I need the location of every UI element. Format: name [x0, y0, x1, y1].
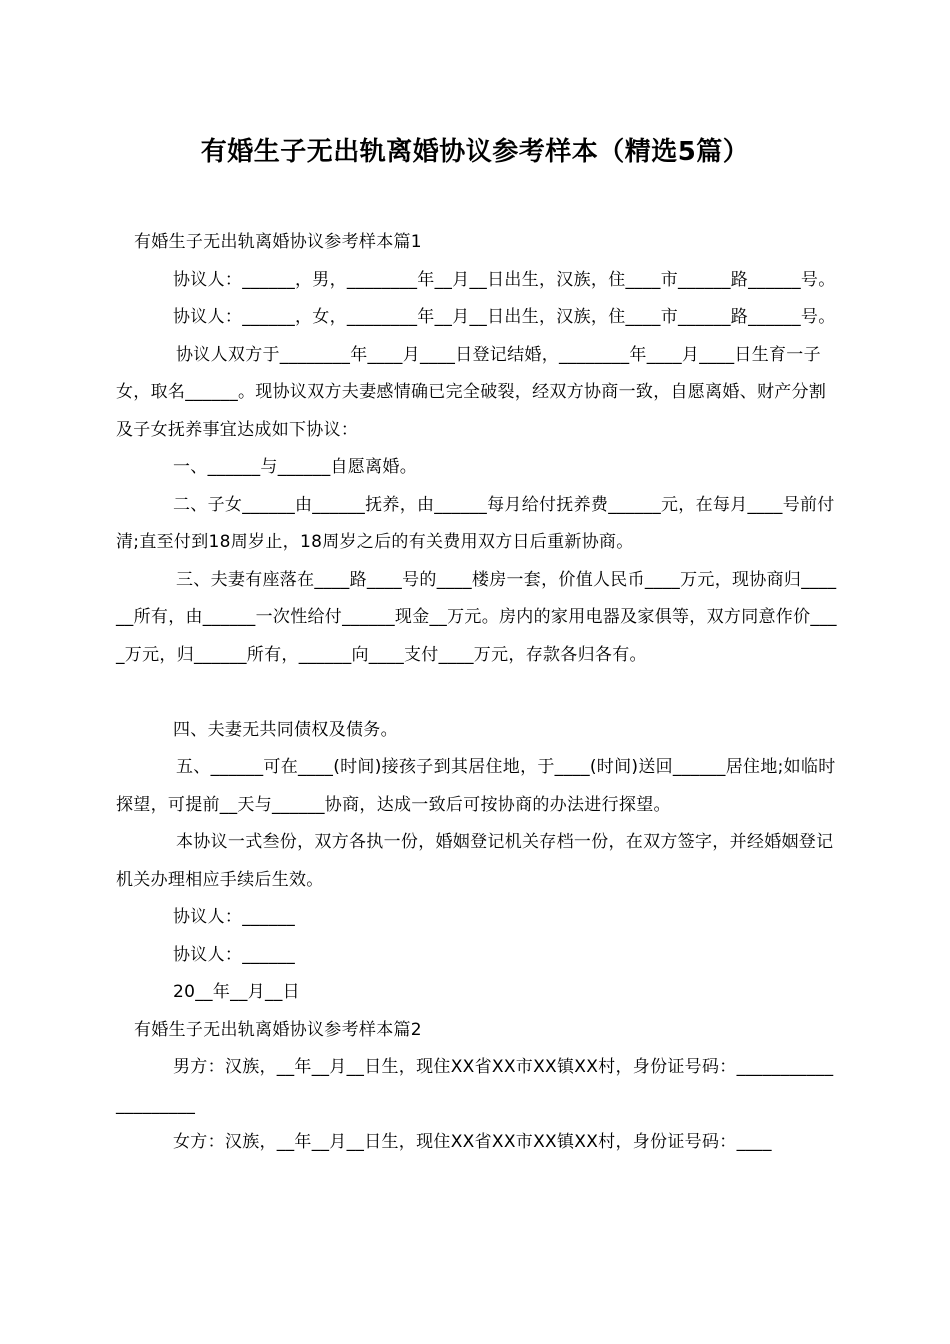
- paragraph: 协议人：______，女，________年__月__日出生，汉族，住____市______路______号。: [173, 307, 836, 327]
- paragraph: 一、______与______自愿离婚。: [173, 457, 417, 477]
- document-title: 有婚生子无出轨离婚协议参考样本（精选5篇）: [200, 137, 750, 167]
- paragraph: 协议人双方于________年____月____日登记结婚，________年____月____日生育一子女，取名______。现协议双方夫妻感情确已完全破裂，经双方协商一致，自愿离婚、财产分割及子女抚养事宜达成如下协议：: [116, 344, 827, 440]
- paragraph: 男方：汉族，__年__月__日生，现住XX省XX市XX镇XX村，身份证号码：____________________: [116, 1057, 834, 1115]
- date-line: 20__年__月__日: [173, 982, 300, 1002]
- paragraph: 三、夫妻有座落在____路____号的____楼房一套，价值人民币____万元，现协商归______所有，由______一次性给付______现金__万元。房内的家用电器及家俱等，双方同意作价____万元，归______所有，______向____支付____万元，存款各归各有。: [116, 569, 837, 665]
- paragraph: 协议人：______，男，________年__月__日出生，汉族，住____市______路______号。: [173, 269, 836, 290]
- paragraph: 五、______可在____(时间)接孩子到其居住地，于____(时间)送回______居住地;如临时探望，可提前__天与______协商，达成一致后可按协商的办法进行探望。: [116, 757, 836, 815]
- section-heading: 有婚生子无出轨离婚协议参考样本篇1: [134, 232, 422, 252]
- paragraph: 女方：汉族，__年__月__日生，现住XX省XX市XX镇XX村，身份证号码：____: [173, 1132, 772, 1152]
- paragraph: 本协议一式叁份，双方各执一份，婚姻登记机关存档一份，在双方签字，并经婚姻登记机关办理相应手续后生效。: [116, 832, 834, 890]
- paragraph: 四、夫妻无共同债权及债务。: [173, 719, 398, 740]
- signature-line: 协议人：______: [173, 944, 295, 965]
- section-heading: 有婚生子无出轨离婚协议参考样本篇2: [134, 1019, 422, 1040]
- document-body: [116, 224, 842, 1162]
- signature-line: 协议人：______: [173, 907, 295, 927]
- paragraph: 二、子女______由______抚养，由______每月给付抚养费______元，在每月____号前付清;直至付到18周岁止，18周岁之后的有关费用双方日后重新协商。: [116, 494, 835, 552]
- blank-line: [116, 674, 842, 712]
